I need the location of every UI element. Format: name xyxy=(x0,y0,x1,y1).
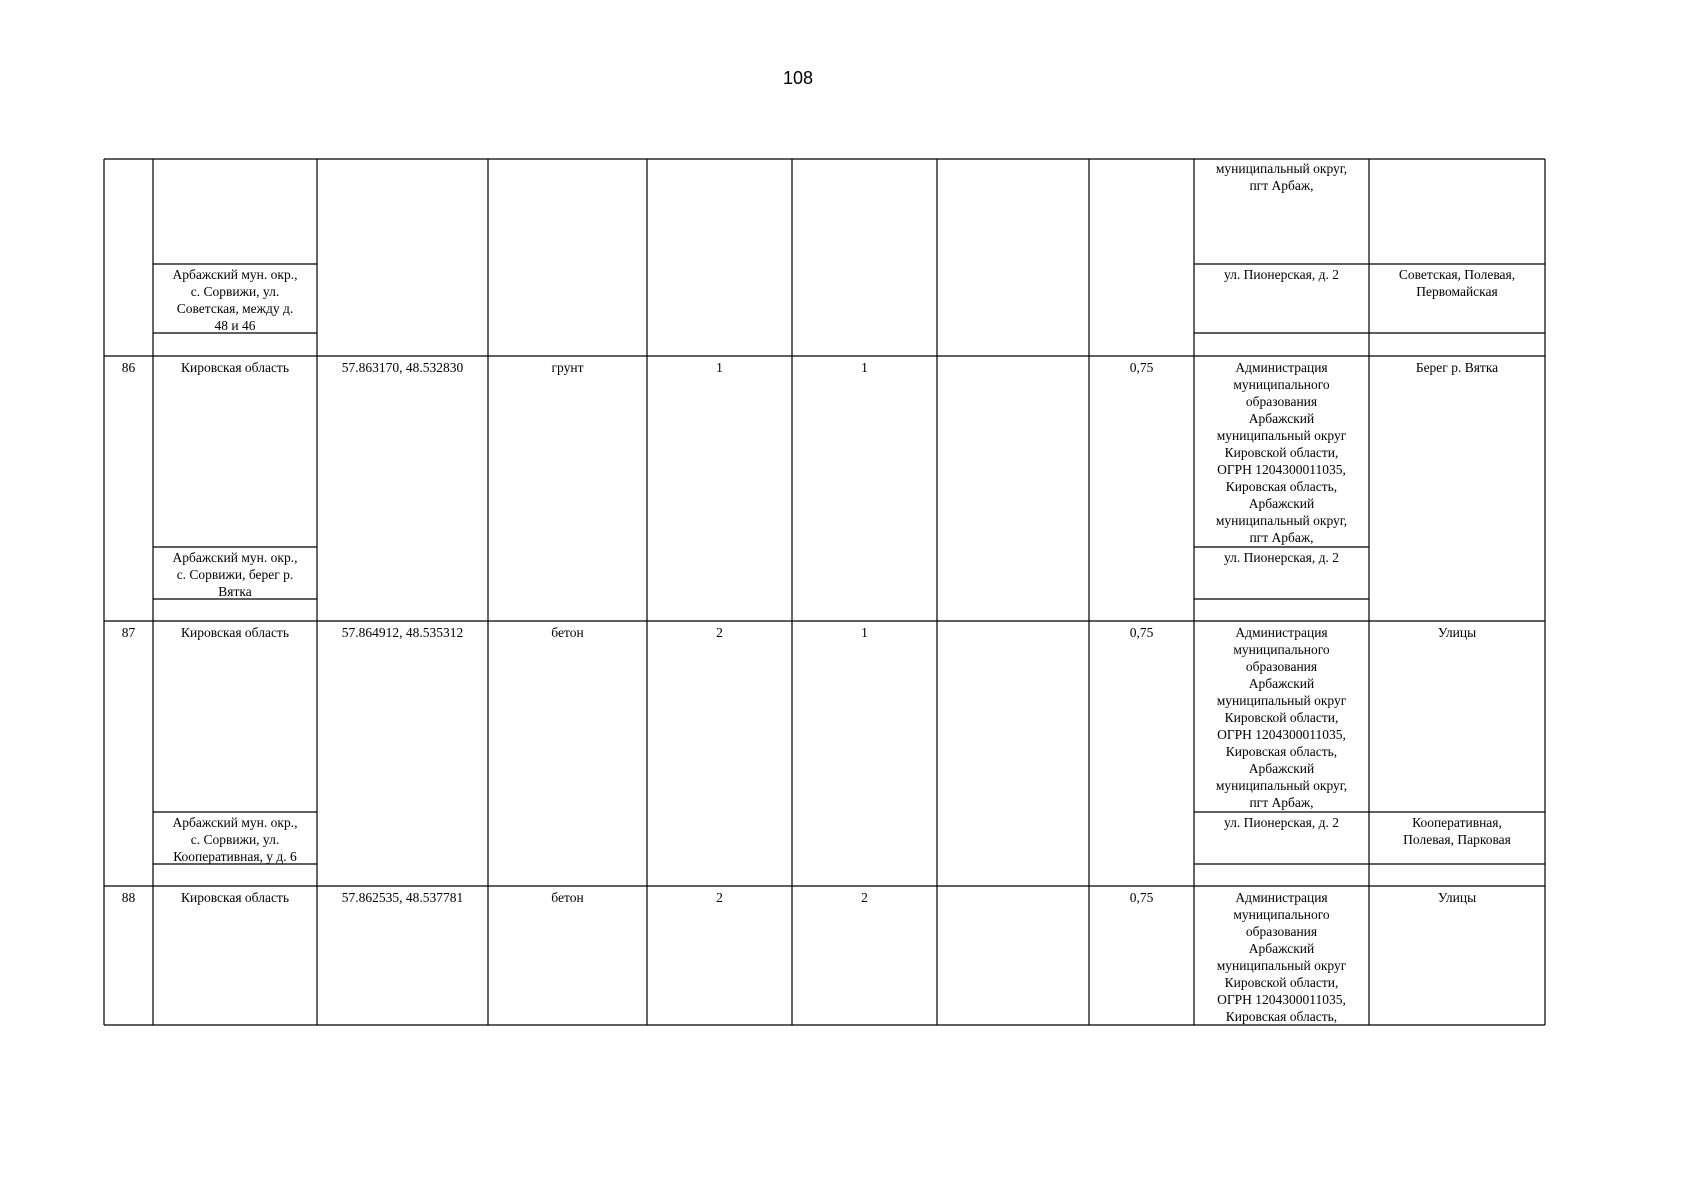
sources-cell: Советская, Полевая, Первомайская xyxy=(1398,267,1516,299)
address-cell: Арбажский мун. окр., с. Сорвижи, ул. Советская, между д. 48 и 46 xyxy=(172,267,298,333)
coordinates-cell: 57.864912, 48.535312 xyxy=(341,625,464,640)
containers-planned-cell: 1 xyxy=(861,625,868,640)
row-number-cell: 86 xyxy=(121,360,136,375)
surface-cell: бетон xyxy=(551,890,584,905)
sources-cell: Кооперативная, Полевая, Парковая xyxy=(1403,815,1511,847)
surface-cell: грунт xyxy=(551,360,584,375)
volume-cell: 0,75 xyxy=(1129,625,1154,640)
owner-address-cell: ул. Пионерская, д. 2 xyxy=(1223,550,1339,565)
owner-cell: Администрация муниципального образования Арбажский муниципальный округ Кировской области, ОГРН 1204300011035, Кировская область, xyxy=(1216,890,1347,1024)
owner-address-cell: ул. Пионерская, д. 2 xyxy=(1223,815,1339,830)
coordinates-cell: 57.863170, 48.532830 xyxy=(341,360,464,375)
owner-address-cell: ул. Пионерская, д. 2 xyxy=(1223,267,1339,282)
containers-planned-cell: 1 xyxy=(861,360,868,375)
owner-cell: Администрация муниципального образования Арбажский муниципальный округ Кировской области, ОГРН 1204300011035, Кировская область, Арбажский муниципальный округ, пгт Арбаж, xyxy=(1215,360,1348,545)
sources-cell: Улицы xyxy=(1437,890,1477,905)
coordinates-cell: 57.862535, 48.537781 xyxy=(341,890,464,905)
region-cell: Кировская область xyxy=(180,890,289,905)
row-number-cell: 88 xyxy=(121,890,136,905)
volume-cell: 0,75 xyxy=(1129,360,1154,375)
address-cell: Арбажский мун. окр., с. Сорвижи, ул. Кооперативная, у д. 6 xyxy=(172,815,298,864)
address-cell: Арбажский мун. окр., с. Сорвижи, берег р. Вятка xyxy=(172,550,298,599)
region-cell: Кировская область xyxy=(180,360,289,375)
sources-top-cell: Улицы xyxy=(1437,625,1477,640)
containers-cell: 2 xyxy=(716,890,723,905)
surface-cell: бетон xyxy=(551,625,584,640)
owner-cell: муниципальный округ, пгт Арбаж, xyxy=(1215,161,1348,193)
containers-planned-cell: 2 xyxy=(861,890,868,905)
region-cell: Кировская область xyxy=(180,625,289,640)
owner-cell: Администрация муниципального образования Арбажский муниципальный округ Кировской области, ОГРН 1204300011035, Кировская область, Арбажский муниципальный округ, пгт Арбаж, xyxy=(1215,625,1348,810)
row-number-cell: 87 xyxy=(121,625,136,640)
sources-cell: Берег р. Вятка xyxy=(1415,360,1499,375)
page-number: 108 xyxy=(782,68,814,88)
containers-cell: 2 xyxy=(716,625,723,640)
volume-cell: 0,75 xyxy=(1129,890,1154,905)
containers-cell: 1 xyxy=(716,360,723,375)
